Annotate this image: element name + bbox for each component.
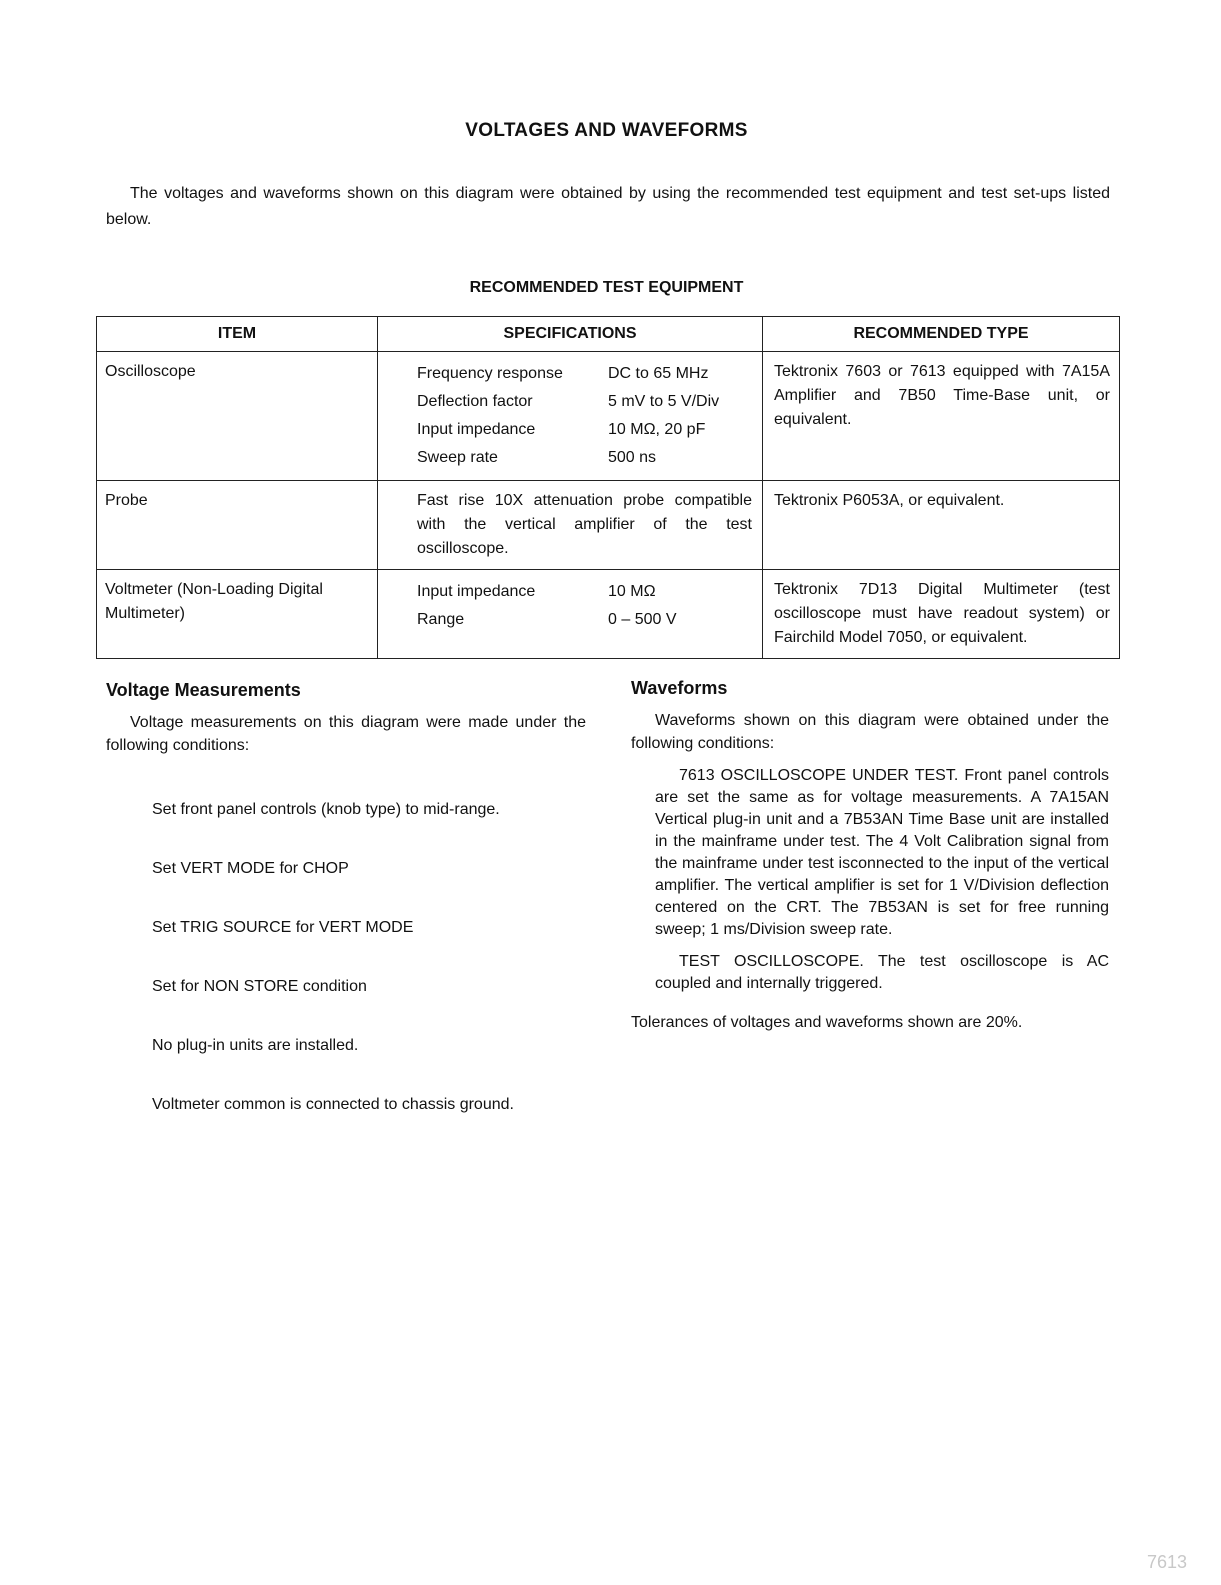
- spec-value: 10 MΩ, 20 pF: [608, 421, 706, 438]
- tolerance-note: Tolerances of voltages and waveforms shown are 20%.: [631, 1014, 1023, 1031]
- item-cell: Probe: [97, 481, 378, 570]
- spec-row: [417, 444, 752, 472]
- table-row-voltmeter: [97, 570, 1120, 659]
- spec-key: Sweep rate: [417, 449, 498, 466]
- voltage-measurements-section: [106, 680, 586, 1117]
- table-header-row: [97, 317, 1120, 352]
- spec-row: [417, 578, 752, 606]
- intro-paragraph: The voltages and waveforms shown on this diagram were obtained by using the recommended test equipment and test set-ups listed below.: [106, 185, 1110, 228]
- spec-row: [417, 416, 752, 444]
- recommended-cell: Tektronix P6053A, or equivalent.: [763, 481, 1120, 570]
- equipment-table-title: RECOMMENDED TEST EQUIPMENT: [469, 279, 744, 296]
- spec-cell: [378, 570, 763, 659]
- spec-key: Input impedance: [417, 583, 536, 600]
- condition-item: Voltmeter common is connected to chassis ground.: [152, 1096, 514, 1113]
- header-recommended-type: RECOMMENDED TYPE: [763, 317, 1120, 352]
- spec-value: 5 mV to 5 V/Div: [608, 393, 720, 410]
- spec-text: Fast rise 10X attenuation probe compatible with the vertical amplifier of the test oscilloscope.: [417, 492, 752, 557]
- condition-item: No plug-in units are installed.: [152, 1037, 359, 1054]
- item-cell: Voltmeter (Non-Loading Digital Multimeter): [97, 570, 378, 659]
- test-oscilloscope-paragraph: TEST OSCILLOSCOPE. The test oscilloscope is AC coupled and internally triggered.: [655, 953, 1109, 992]
- recommended-cell: Tektronix 7603 or 7613 equipped with 7A15A Amplifier and 7B50 Time-Base unit, or equivalent.: [763, 352, 1120, 481]
- table-row-probe: [97, 481, 1120, 570]
- waveforms-intro: Waveforms shown on this diagram were obtained under the following conditions:: [631, 712, 1109, 752]
- waveforms-section: [631, 678, 1109, 1035]
- condition-item: Set for NON STORE condition: [152, 978, 367, 995]
- condition-item: Set TRIG SOURCE for VERT MODE: [152, 919, 414, 936]
- oscilloscope-under-test-paragraph: 7613 OSCILLOSCOPE UNDER TEST. Front panel controls are set the same as for voltage measurements. A 7A15AN Vertical plug-in unit and a 7B53AN Time Base unit are installed in the mainframe under test. The 4 Volt Calibration signal from the mainframe under test isconnected to the input of the vertical amplifier. The vertical amplifier is set for 1 V/Division deflection centered on the CRT. The 7B53AN is set for free running sweep; 1 ms/Division sweep rate.: [655, 767, 1109, 938]
- condition-item: Set VERT MODE for CHOP: [152, 860, 349, 877]
- page-title: VOLTAGES AND WAVEFORMS: [465, 120, 748, 141]
- voltage-intro: Voltage measurements on this diagram were made under the following conditions:: [106, 714, 586, 754]
- page-number: 7613: [1146, 1552, 1187, 1572]
- spec-key: Deflection factor: [417, 393, 533, 410]
- equipment-table: [96, 316, 1120, 659]
- voltage-measurements-title: Voltage Measurements: [106, 680, 301, 700]
- spec-key: Frequency response: [417, 365, 563, 382]
- header-specifications: SPECIFICATIONS: [378, 317, 763, 352]
- spec-cell: [378, 352, 763, 481]
- spec-key: Range: [417, 611, 465, 628]
- spec-row: [417, 360, 752, 388]
- spec-row: [417, 606, 752, 634]
- spec-key: Input impedance: [417, 421, 536, 438]
- spec-value: 0 – 500 V: [608, 611, 677, 628]
- table-row-oscilloscope: [97, 352, 1120, 481]
- item-cell: Oscilloscope: [97, 352, 378, 481]
- spec-value: 10 MΩ: [608, 583, 656, 600]
- header-item: ITEM: [97, 317, 378, 352]
- waveforms-title: Waveforms: [631, 678, 728, 698]
- condition-item: Set front panel controls (knob type) to mid-range.: [152, 801, 500, 818]
- spec-value: DC to 65 MHz: [608, 365, 709, 382]
- recommended-cell: Tektronix 7D13 Digital Multimeter (test oscilloscope must have readout system) or Fairchild Model 7050, or equivalent.: [763, 570, 1120, 659]
- spec-value: 500 ns: [608, 449, 657, 466]
- spec-cell: [378, 481, 763, 570]
- spec-row: [417, 388, 752, 416]
